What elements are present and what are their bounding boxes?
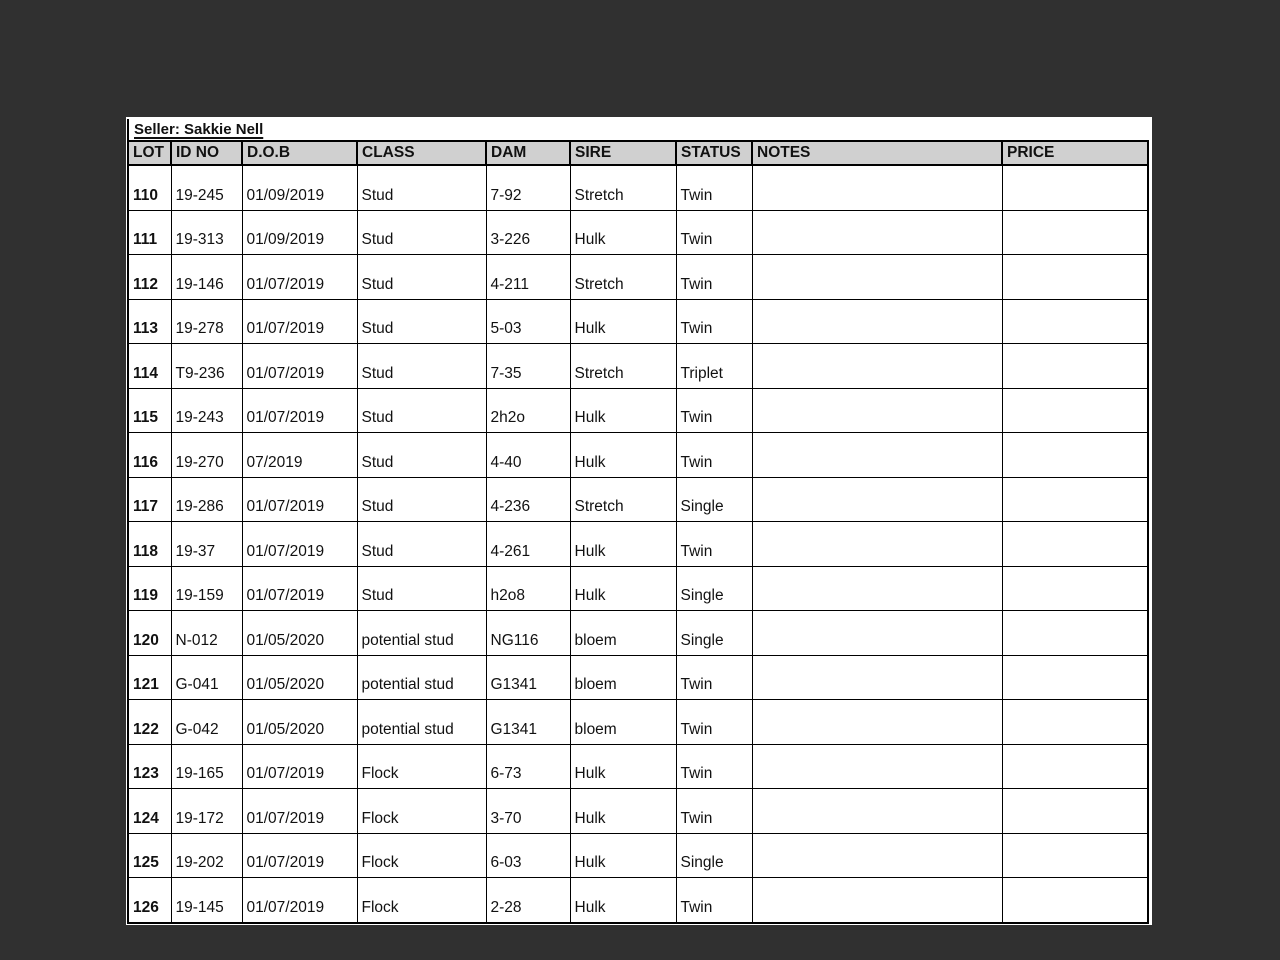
table-row [128, 433, 1148, 478]
column-header-sire: SIRE [570, 141, 676, 165]
cell-status: Twin [676, 655, 752, 700]
table-row [128, 165, 1148, 210]
cell-sire: Hulk [570, 566, 676, 611]
column-header-lot: LOT [128, 141, 171, 165]
cell-id-no: 19-202 [171, 833, 242, 878]
cell-dob: 01/07/2019 [242, 477, 357, 522]
cell-lot: 119 [128, 566, 171, 611]
cell-lot: 126 [128, 878, 171, 923]
cell-sire: Hulk [570, 388, 676, 433]
cell-lot: 111 [128, 210, 171, 255]
cell-dob: 01/07/2019 [242, 344, 357, 389]
column-header-class: CLASS [357, 141, 486, 165]
cell-dob: 01/07/2019 [242, 299, 357, 344]
table-body [128, 165, 1148, 923]
table-row [128, 744, 1148, 789]
cell-status: Twin [676, 299, 752, 344]
cell-dam: 4-261 [486, 522, 570, 567]
table-row [128, 522, 1148, 567]
cell-lot: 116 [128, 433, 171, 478]
cell-lot: 122 [128, 700, 171, 745]
cell-lot: 121 [128, 655, 171, 700]
cell-price [1002, 833, 1148, 878]
cell-dob: 01/09/2019 [242, 210, 357, 255]
cell-dam: G1341 [486, 655, 570, 700]
cell-id-no: G-042 [171, 700, 242, 745]
cell-status: Twin [676, 388, 752, 433]
cell-dam: 2h2o [486, 388, 570, 433]
cell-sire: bloem [570, 700, 676, 745]
cell-lot: 112 [128, 255, 171, 300]
cell-status: Single [676, 833, 752, 878]
table-row [128, 700, 1148, 745]
cell-price [1002, 655, 1148, 700]
cell-class: Stud [357, 388, 486, 433]
cell-class: potential stud [357, 700, 486, 745]
cell-notes [752, 299, 1002, 344]
table-row [128, 299, 1148, 344]
cell-dam: 4-236 [486, 477, 570, 522]
cell-dob: 01/07/2019 [242, 789, 357, 834]
cell-dam: NG116 [486, 611, 570, 656]
table-row [128, 344, 1148, 389]
cell-dam: 6-73 [486, 744, 570, 789]
cell-price [1002, 789, 1148, 834]
cell-sire: bloem [570, 611, 676, 656]
cell-status: Twin [676, 165, 752, 210]
cell-status: Twin [676, 789, 752, 834]
table-row [128, 388, 1148, 433]
document-sheet [126, 117, 1152, 925]
cell-lot: 114 [128, 344, 171, 389]
cell-class: Stud [357, 210, 486, 255]
cell-notes [752, 165, 1002, 210]
cell-dam: 4-211 [486, 255, 570, 300]
column-header-dam: DAM [486, 141, 570, 165]
cell-sire: Hulk [570, 210, 676, 255]
cell-lot: 115 [128, 388, 171, 433]
cell-price [1002, 344, 1148, 389]
cell-status: Triplet [676, 344, 752, 389]
table-row [128, 210, 1148, 255]
cell-id-no: 19-278 [171, 299, 242, 344]
cell-status: Single [676, 611, 752, 656]
cell-price [1002, 388, 1148, 433]
cell-id-no: T9-236 [171, 344, 242, 389]
cell-dob: 01/07/2019 [242, 744, 357, 789]
cell-lot: 117 [128, 477, 171, 522]
cell-status: Twin [676, 433, 752, 478]
cell-id-no: 19-243 [171, 388, 242, 433]
cell-class: Flock [357, 744, 486, 789]
table-row [128, 833, 1148, 878]
cell-dam: h2o8 [486, 566, 570, 611]
cell-status: Twin [676, 700, 752, 745]
cell-sire: Stretch [570, 165, 676, 210]
cell-price [1002, 700, 1148, 745]
cell-id-no: 19-146 [171, 255, 242, 300]
cell-dam: 3-226 [486, 210, 570, 255]
cell-sire: Hulk [570, 744, 676, 789]
cell-lot: 125 [128, 833, 171, 878]
cell-notes [752, 833, 1002, 878]
cell-dob: 01/07/2019 [242, 522, 357, 567]
cell-class: Flock [357, 878, 486, 923]
cell-notes [752, 477, 1002, 522]
cell-id-no: 19-37 [171, 522, 242, 567]
cell-notes [752, 255, 1002, 300]
column-header-price: PRICE [1002, 141, 1148, 165]
cell-id-no: 19-286 [171, 477, 242, 522]
cell-price [1002, 566, 1148, 611]
cell-price [1002, 611, 1148, 656]
cell-lot: 123 [128, 744, 171, 789]
cell-lot: 113 [128, 299, 171, 344]
table-row [128, 566, 1148, 611]
cell-id-no: 19-165 [171, 744, 242, 789]
cell-class: Stud [357, 433, 486, 478]
table-row [128, 255, 1148, 300]
cell-dam: 4-40 [486, 433, 570, 478]
cell-notes [752, 344, 1002, 389]
cell-price [1002, 433, 1148, 478]
cell-sire: Hulk [570, 433, 676, 478]
cell-dam: 5-03 [486, 299, 570, 344]
cell-class: Stud [357, 477, 486, 522]
header-row [128, 141, 1148, 165]
cell-dob: 01/09/2019 [242, 165, 357, 210]
cell-class: Stud [357, 299, 486, 344]
cell-sire: Stretch [570, 344, 676, 389]
cell-price [1002, 255, 1148, 300]
cell-price [1002, 210, 1148, 255]
cell-status: Twin [676, 744, 752, 789]
column-header-id-no: ID NO [171, 141, 242, 165]
cell-dam: G1341 [486, 700, 570, 745]
cell-price [1002, 744, 1148, 789]
column-header-dob: D.O.B [242, 141, 357, 165]
cell-lot: 110 [128, 165, 171, 210]
cell-dob: 01/07/2019 [242, 255, 357, 300]
cell-dob: 01/05/2020 [242, 611, 357, 656]
table-row [128, 611, 1148, 656]
cell-dam: 6-03 [486, 833, 570, 878]
cell-class: Stud [357, 566, 486, 611]
cell-dob: 01/07/2019 [242, 833, 357, 878]
cell-class: Stud [357, 255, 486, 300]
cell-notes [752, 878, 1002, 923]
cell-lot: 118 [128, 522, 171, 567]
cell-id-no: N-012 [171, 611, 242, 656]
cell-dob: 01/05/2020 [242, 700, 357, 745]
cell-class: Flock [357, 833, 486, 878]
cell-sire: bloem [570, 655, 676, 700]
cell-sire: Stretch [570, 255, 676, 300]
cell-status: Twin [676, 878, 752, 923]
seller-label: Seller: Sakkie Nell [127, 119, 1152, 140]
cell-sire: Hulk [570, 522, 676, 567]
cell-price [1002, 477, 1148, 522]
cell-dob: 01/05/2020 [242, 655, 357, 700]
cell-notes [752, 566, 1002, 611]
cell-class: potential stud [357, 611, 486, 656]
cell-sire: Stretch [570, 477, 676, 522]
cell-dob: 01/07/2019 [242, 878, 357, 923]
cell-notes [752, 522, 1002, 567]
cell-dam: 3-70 [486, 789, 570, 834]
cell-dam: 7-92 [486, 165, 570, 210]
cell-class: Flock [357, 789, 486, 834]
cell-id-no: 19-245 [171, 165, 242, 210]
cell-sire: Hulk [570, 878, 676, 923]
cell-class: potential stud [357, 655, 486, 700]
cell-price [1002, 878, 1148, 923]
cell-id-no: 19-270 [171, 433, 242, 478]
cell-notes [752, 611, 1002, 656]
table-row [128, 789, 1148, 834]
cell-sire: Hulk [570, 299, 676, 344]
cell-id-no: 19-159 [171, 566, 242, 611]
cell-notes [752, 433, 1002, 478]
cell-dob: 01/07/2019 [242, 566, 357, 611]
livestock-lot-table [127, 140, 1149, 924]
cell-class: Stud [357, 344, 486, 389]
cell-status: Twin [676, 210, 752, 255]
cell-id-no: 19-313 [171, 210, 242, 255]
cell-status: Twin [676, 522, 752, 567]
column-header-notes: NOTES [752, 141, 1002, 165]
cell-dob: 01/07/2019 [242, 388, 357, 433]
column-header-status: STATUS [676, 141, 752, 165]
cell-notes [752, 210, 1002, 255]
cell-status: Twin [676, 255, 752, 300]
cell-lot: 120 [128, 611, 171, 656]
cell-status: Single [676, 566, 752, 611]
cell-price [1002, 165, 1148, 210]
cell-price [1002, 522, 1148, 567]
cell-notes [752, 388, 1002, 433]
cell-notes [752, 789, 1002, 834]
cell-id-no: G-041 [171, 655, 242, 700]
cell-class: Stud [357, 522, 486, 567]
table-row [128, 878, 1148, 923]
cell-price [1002, 299, 1148, 344]
table-row [128, 477, 1148, 522]
cell-id-no: 19-172 [171, 789, 242, 834]
cell-class: Stud [357, 165, 486, 210]
table-row [128, 655, 1148, 700]
cell-notes [752, 744, 1002, 789]
cell-status: Single [676, 477, 752, 522]
cell-dob: 07/2019 [242, 433, 357, 478]
cell-sire: Hulk [570, 833, 676, 878]
cell-dam: 2-28 [486, 878, 570, 923]
cell-lot: 124 [128, 789, 171, 834]
cell-dam: 7-35 [486, 344, 570, 389]
cell-notes [752, 700, 1002, 745]
cell-notes [752, 655, 1002, 700]
cell-sire: Hulk [570, 789, 676, 834]
cell-id-no: 19-145 [171, 878, 242, 923]
